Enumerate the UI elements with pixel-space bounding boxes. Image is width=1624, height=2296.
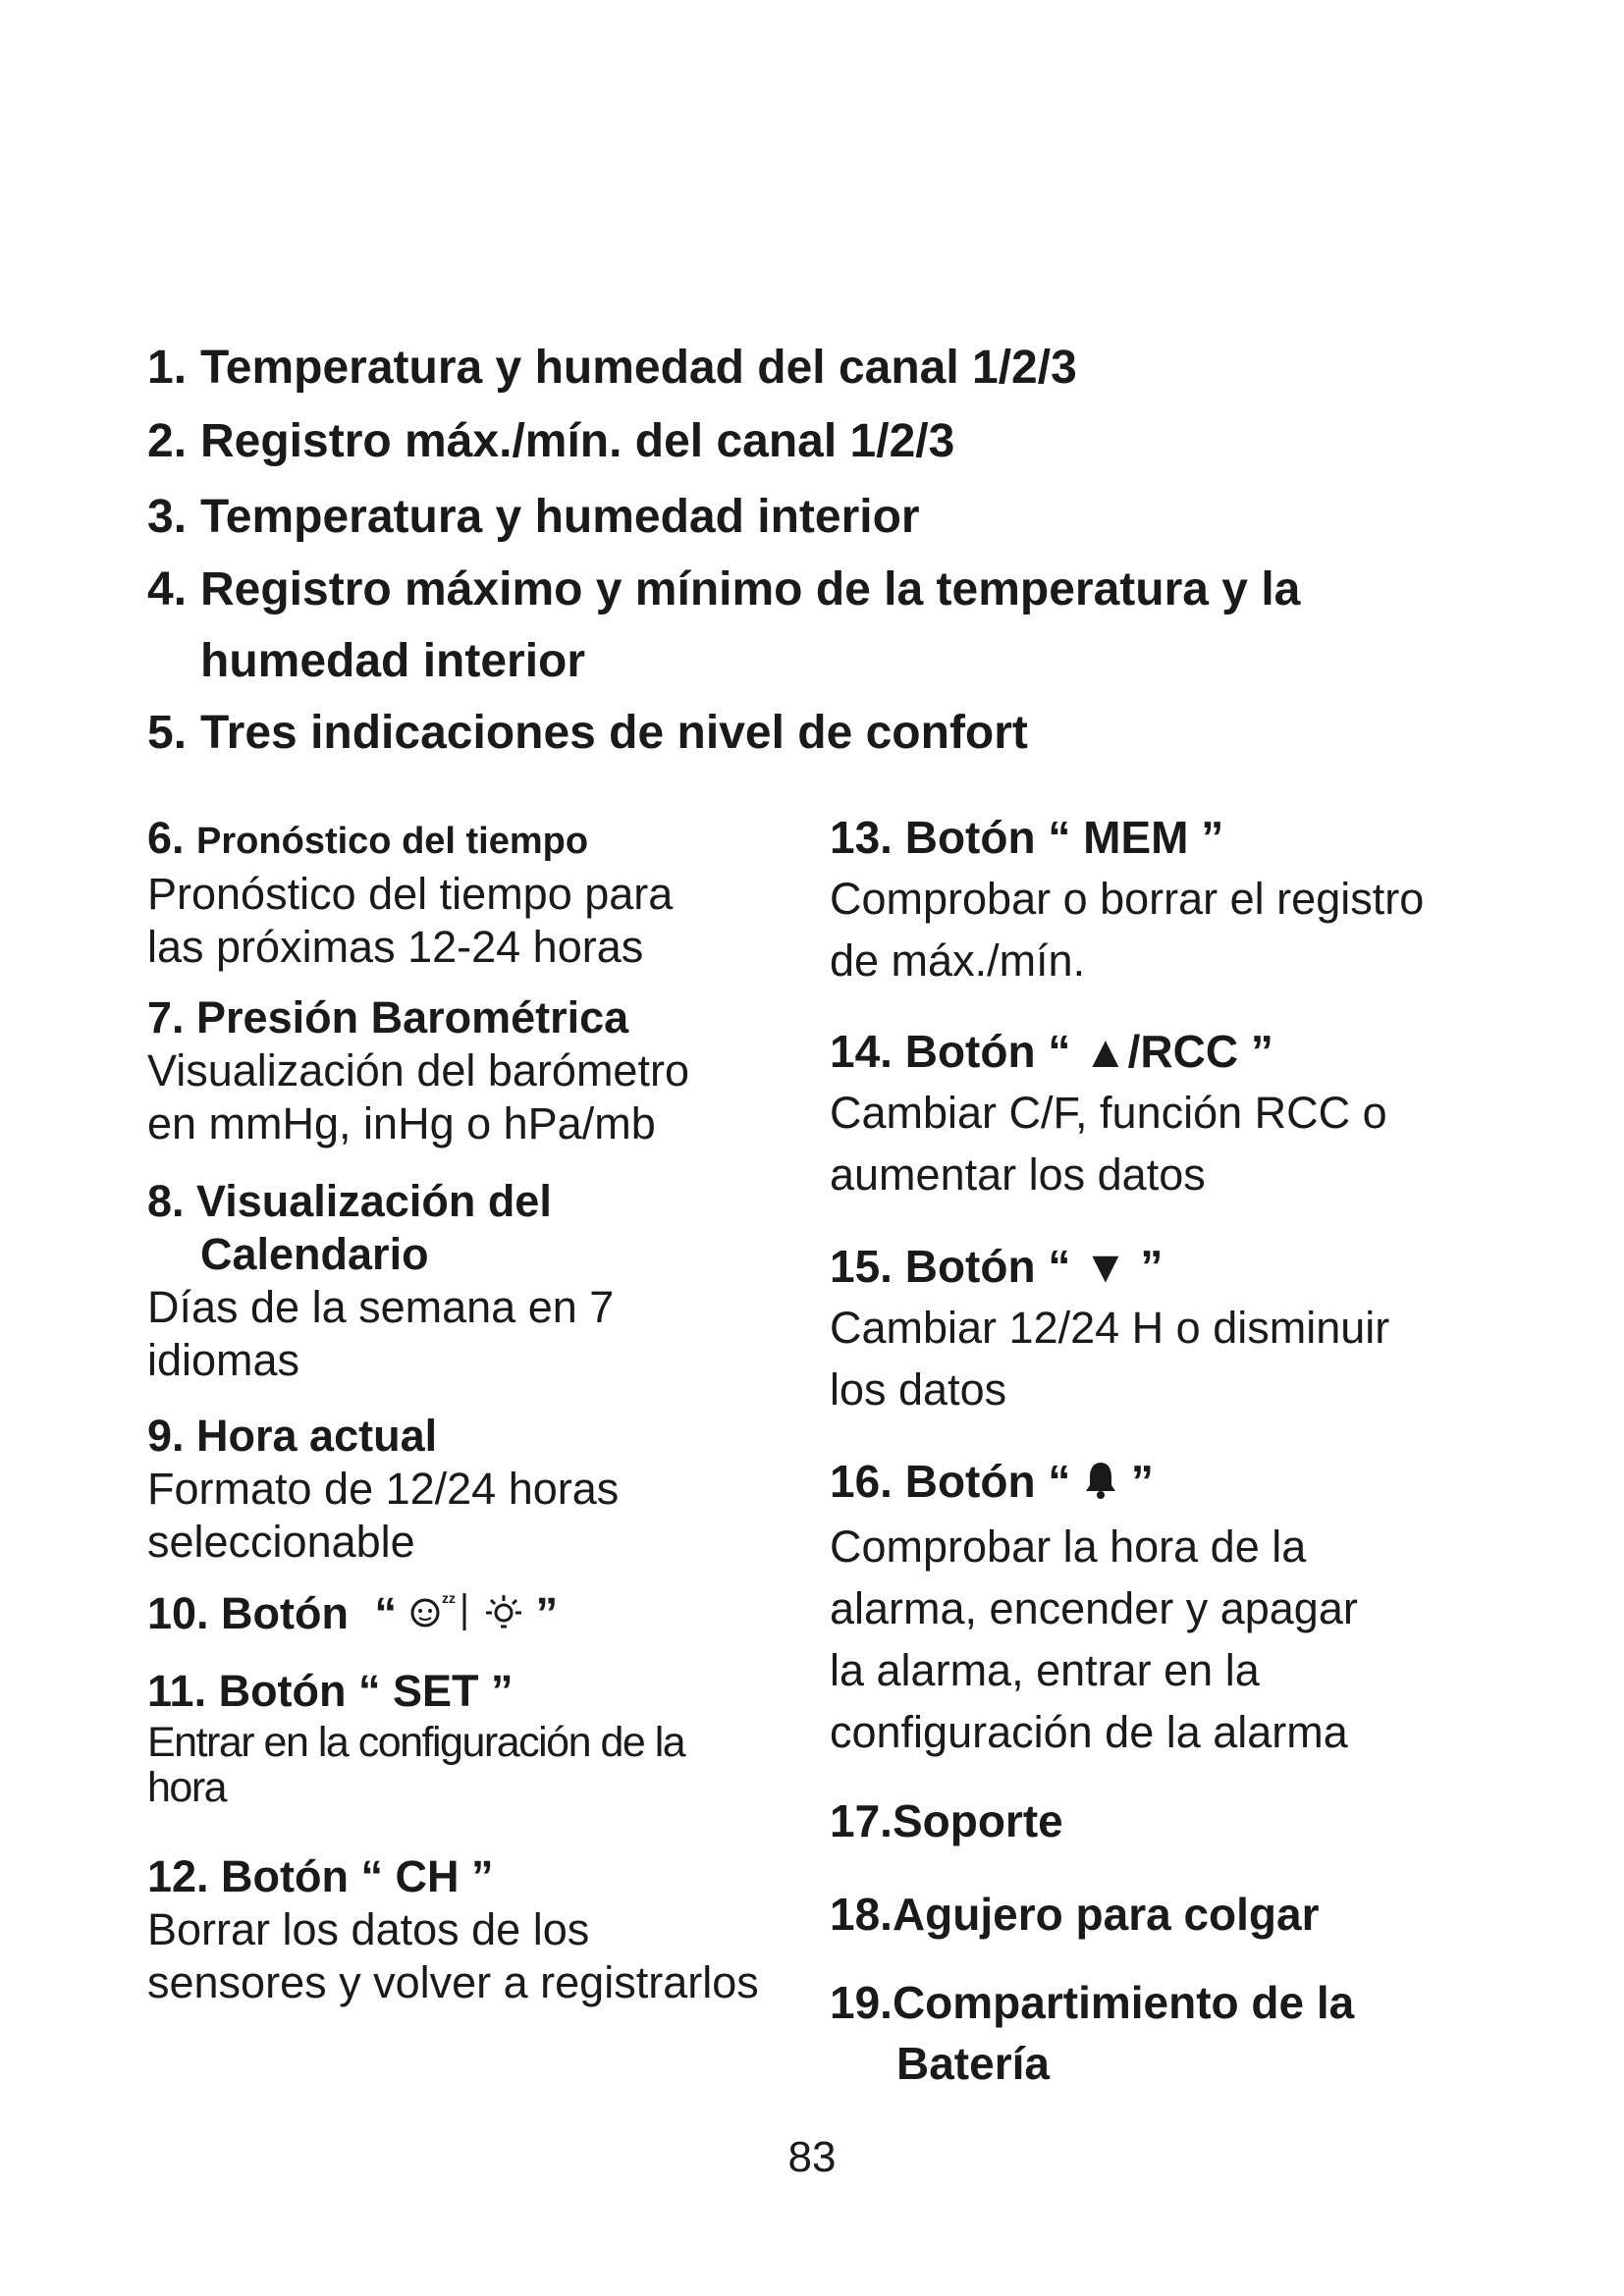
item-heading: 9. Hora actual bbox=[147, 1411, 438, 1461]
item-description: Días de la semana en 7 idiomas bbox=[147, 1282, 615, 1385]
item-heading-continuation: Calendario bbox=[200, 1229, 429, 1279]
item-description: Cambiar C/F, función RCC o aumentar los datos bbox=[830, 1088, 1387, 1200]
item-description: Cambiar 12/24 H o disminuir los datos bbox=[830, 1303, 1390, 1415]
item-heading: 12. Botón “ CH ” bbox=[147, 1851, 494, 1901]
list-item: 1. Temperatura y humedad del canal 1/2/3 bbox=[147, 342, 1077, 394]
list-item: 5. Tres indicaciones de nivel de confort bbox=[147, 707, 1028, 759]
list-item: 4. Registro máximo y mínimo de la temperatura y la bbox=[147, 563, 1301, 615]
item-up-rcc-button bbox=[830, 1021, 1517, 1205]
svg-text:zz: zz bbox=[441, 1590, 456, 1607]
item-mem-button bbox=[830, 807, 1517, 991]
item-heading: 13. Botón “ MEM ” bbox=[830, 812, 1224, 863]
item-heading: 17.Soporte bbox=[830, 1795, 1063, 1846]
item-heading: 7. Presión Barométrica bbox=[147, 992, 629, 1042]
item-description: Pronóstico del tiempo para las próximas 12-24 horas bbox=[147, 869, 674, 972]
item-current-time bbox=[147, 1410, 815, 1569]
item-heading: 6. Pronóstico del tiempo bbox=[147, 813, 589, 863]
list-item: 3. Temperatura y humedad interior bbox=[147, 491, 920, 543]
snooze-icon bbox=[409, 1589, 472, 1644]
item-set-button bbox=[147, 1665, 815, 1810]
item-description: Entrar en la configuración de la hora bbox=[147, 1719, 685, 1811]
list-item-continuation: humedad interior bbox=[200, 635, 586, 687]
item-heading-continuation: Batería bbox=[896, 2038, 1050, 2089]
list-item: 2. Registro máx./mín. del canal 1/2/3 bbox=[147, 415, 955, 467]
item-alarm-button bbox=[830, 1451, 1517, 1763]
item-snooze-light-button bbox=[147, 1587, 815, 1644]
item-description: Borrar los datos de los sensores y volver a registrarlos bbox=[147, 1904, 759, 2007]
item-heading: 10. Botón “ zz ” bbox=[147, 1587, 815, 1644]
backlight-icon bbox=[484, 1589, 523, 1644]
item-heading: 16. Botón “ ” bbox=[830, 1451, 1517, 1516]
item-heading: 15. Botón “ ▼ ” bbox=[830, 1241, 1164, 1292]
item-heading: 8. Visualización del bbox=[147, 1176, 552, 1226]
item-calendar-display bbox=[147, 1175, 815, 1387]
item-down-button bbox=[830, 1236, 1517, 1420]
item-description: Comprobar la hora de la alarma, encender y apagar la alarma, entrar en la configuración de la alarma bbox=[830, 1521, 1358, 1757]
item-description: Formato de 12/24 horas seleccionable bbox=[147, 1464, 620, 1567]
item-weather-forecast bbox=[147, 812, 815, 974]
item-hanging-hole bbox=[830, 1884, 1517, 1945]
item-heading: 11. Botón “ SET ” bbox=[147, 1666, 514, 1716]
page-number: 83 bbox=[787, 2133, 837, 2181]
item-ch-button bbox=[147, 1850, 815, 2009]
item-description: Visualización del barómetro en mmHg, inHg o hPa/mb bbox=[147, 1045, 689, 1148]
item-barometric-pressure bbox=[147, 991, 815, 1150]
item-battery-compartment bbox=[830, 1972, 1517, 2094]
bell-icon bbox=[1083, 1455, 1118, 1516]
item-stand bbox=[830, 1790, 1517, 1851]
item-heading: 19.Compartimiento de la bbox=[830, 1977, 1355, 2028]
item-description: Comprobar o borrar el registro de máx./mín. bbox=[830, 874, 1425, 986]
item-heading: 14. Botón “ ▲/RCC ” bbox=[830, 1026, 1273, 1077]
item-heading: 18.Agujero para colgar bbox=[830, 1889, 1320, 1940]
